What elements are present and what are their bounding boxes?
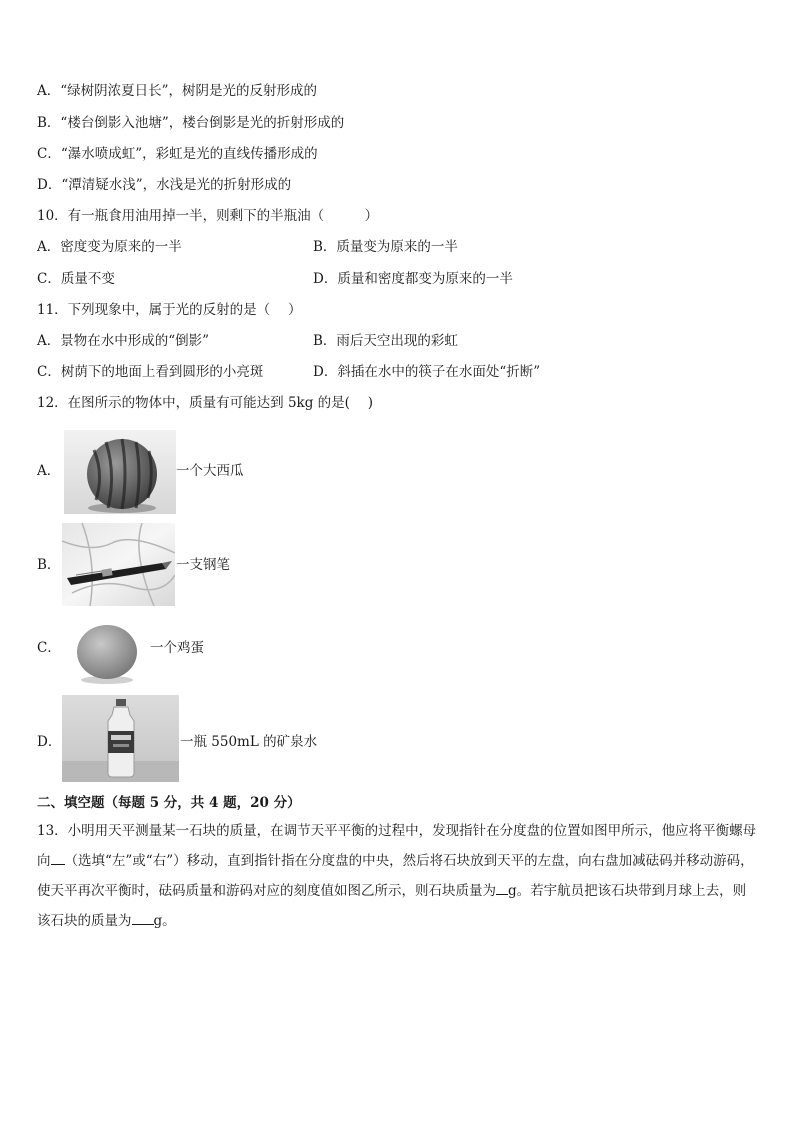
q11-stem: 11．下列现象中，属于光的反射的是（ ）: [37, 302, 302, 318]
q11-option-b: B．雨后天空出现的彩虹: [313, 333, 458, 349]
q13-blank-3[interactable]: [132, 910, 154, 925]
q10-stem: 10．有一瓶食用油用掉一半，则剩下的半瓶油（ ）: [37, 208, 379, 224]
q13-blank-2[interactable]: [496, 880, 508, 895]
q12-option-c-caption: 一个鸡蛋: [150, 640, 204, 656]
water-bottle-photo-icon: [62, 695, 179, 782]
q10-option-d: D．质量和密度都变为原来的一半: [313, 271, 513, 287]
q10-option-b: B．质量变为原来的一半: [313, 239, 458, 255]
q12-option-a-letter: A．: [37, 463, 61, 479]
q12-option-b-letter: B．: [37, 557, 61, 573]
q10-option-c: C．质量不变: [37, 271, 115, 287]
q13-blank-1[interactable]: [51, 850, 65, 865]
q12-option-a-caption: 一个大西瓜: [176, 463, 244, 479]
q12-option-b-caption: 一支钢笔: [176, 557, 230, 573]
q13-text-1: 13．小明用天平测量某一石块的质量，在调节天平平衡的过程中，发现指针在分度盘的位置如图甲所示，他应将平衡螺母向: [37, 823, 757, 869]
q12-option-d-caption: 一瓶 550mL 的矿泉水: [180, 734, 318, 750]
q13-paragraph: [37, 816, 759, 936]
q9-option-c: C．“瀑水喷成虹”，彩虹是光的直线传播形成的: [37, 146, 318, 162]
egg-photo-icon: [74, 612, 142, 686]
q13-text-4: g。: [153, 913, 176, 929]
q13-text-2: （选填“左”或“右”）移动，直到指针指在分度盘的中央，然后将石块放到天平的左盘，向右盘加减砝码并移动游码，使天平再次平衡时，砝码质量和游码对应的刻度值如图乙所示，则石块质量为: [37, 853, 754, 899]
q11-option-d: D．斜插在水中的筷子在水面处“折断”: [313, 364, 541, 380]
q13-text-3: g。若宇航员把该石块带到月球上去，则该石块的质量为: [37, 883, 747, 929]
q12-option-d-letter: D．: [37, 734, 62, 750]
q10-option-a: A．密度变为原来的一半: [37, 239, 182, 255]
q11-option-c: C．树荫下的地面上看到圆形的小亮斑: [37, 364, 264, 380]
q9-option-d: D．“潭清疑水浅”，水浅是光的折射形成的: [37, 177, 292, 193]
watermelon-photo-icon: [64, 430, 176, 514]
section-title: 二、填空题（每题 5 分，共 4 题，20 分）: [37, 795, 301, 811]
pen-photo-icon: [62, 523, 175, 606]
q12-option-c-letter: C．: [37, 640, 61, 656]
q9-option-a: A．“绿树阴浓夏日长”，树阴是光的反射形成的: [37, 83, 318, 99]
q9-option-b: B．“楼台倒影入池塘”，楼台倒影是光的折射形成的: [37, 115, 345, 131]
q11-option-a: A．景物在水中形成的“倒影”: [37, 333, 210, 349]
q12-stem: 12．在图所示的物体中，质量有可能达到 5kg 的是( ): [37, 395, 373, 411]
